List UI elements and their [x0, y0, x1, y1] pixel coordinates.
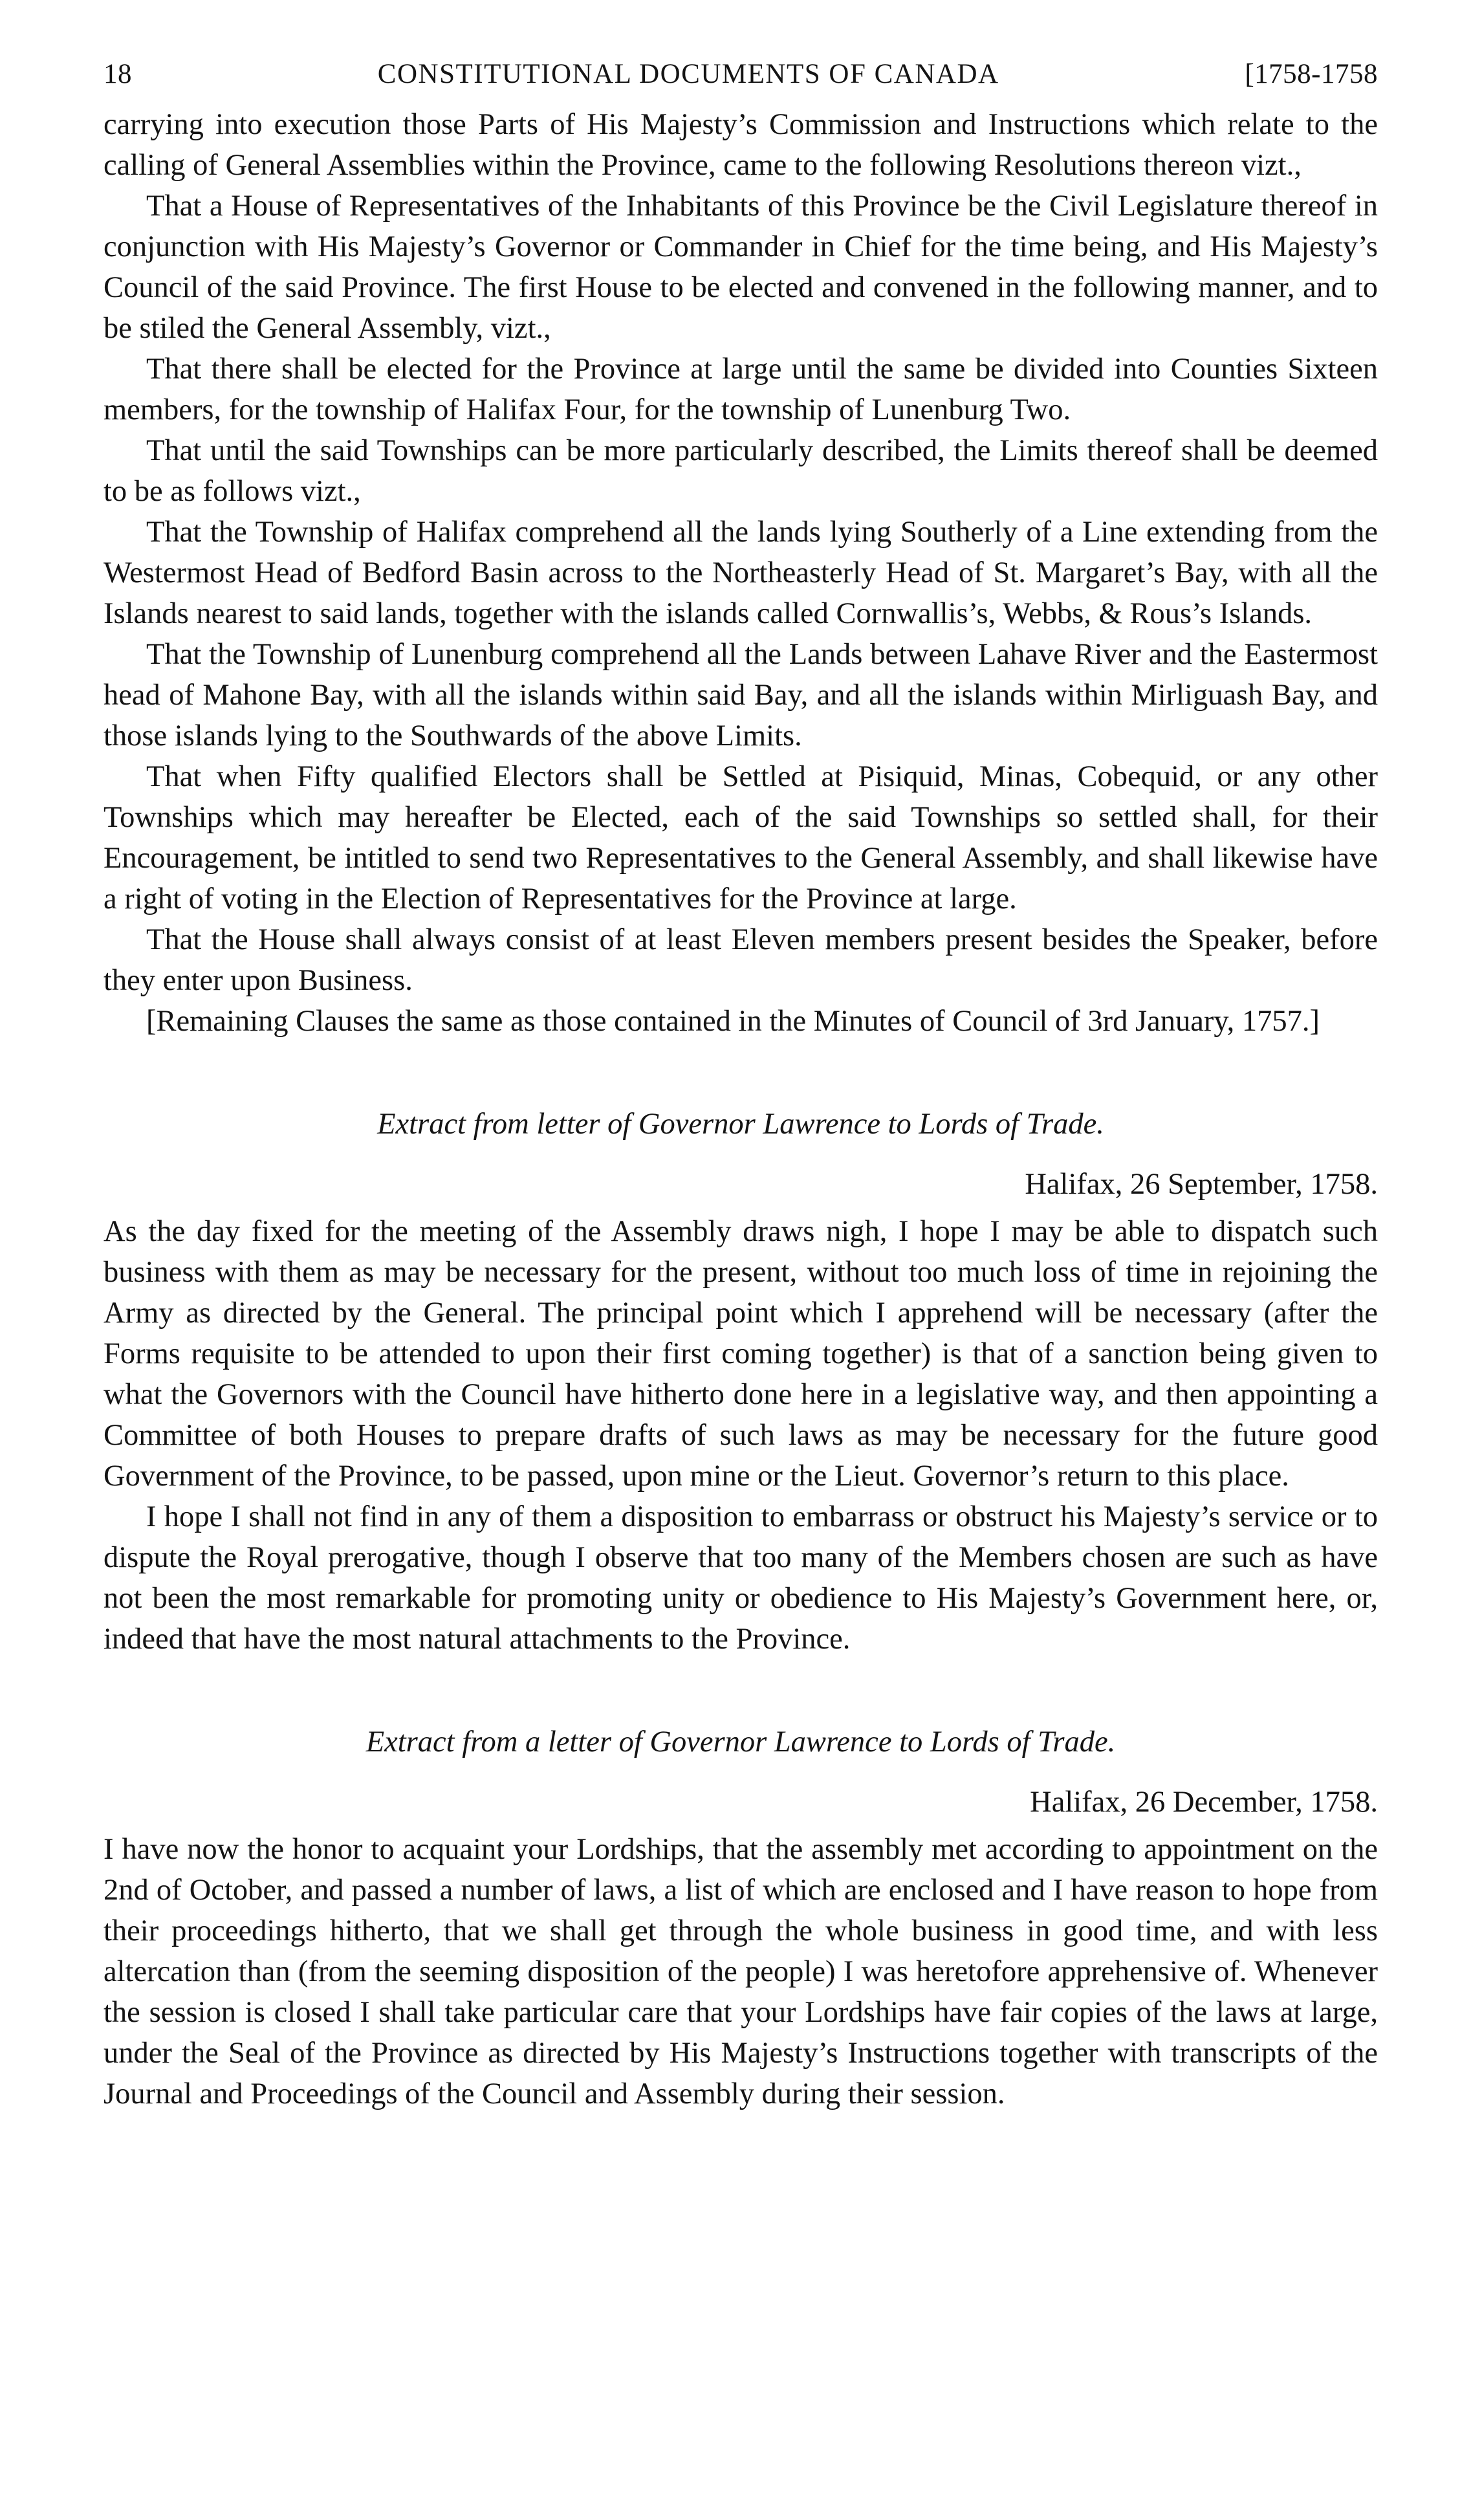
letter-section-september	[104, 1104, 1378, 1660]
resolution-paragraph: That there shall be elected for the Province at large until the same be divided into Counties Sixteen members, for the township of Halifax Four, for the township of Lunenburg Two.	[104, 353, 1378, 426]
resolutions-section	[104, 104, 1378, 1042]
resolution-paragraph: That when Fifty qualified Electors shall be Settled at Pisiquid, Minas, Cobequid, or any other Townships which may hereafter be Elected, each of the said Townships so settled shall, for their Encouragement, be intitled to send two Representatives to the General Assembly, and shall likewise have a right of voting in the Election of Representatives for the Province at large.	[104, 760, 1378, 915]
letter-dateline: Halifax, 26 September, 1758.	[1025, 1168, 1378, 1201]
running-header	[104, 58, 1378, 90]
letter-dateline: Halifax, 26 December, 1758.	[1030, 1786, 1378, 1819]
resolution-paragraph: That a House of Representatives of the Inhabitants of this Province be the Civil Legislature thereof in conjunction with His Majesty’s Governor or Commander in Chief for the time being, and His Majesty’s Council of the said Province. The first House to be elected and convened in the following manner, and to be stiled the General Assembly, vizt.,	[104, 190, 1378, 345]
resolution-note: [Remaining Clauses the same as those contained in the Minutes of Council of 3rd January, 1757.]	[146, 1005, 1320, 1038]
letter-heading: Extract from a letter of Governor Lawrence to Lords of Trade.	[365, 1726, 1116, 1759]
document-page	[104, 58, 1378, 2114]
letter-paragraph: I have now the honor to acquaint your Lordships, that the assembly met according to appointment on the 2nd of October, and passed a number of laws, a list of which are enclosed and I have reason to hope from their proceedings hitherto, that we shall get through the whole business in good time, and with less altercation than (from the seeming disposition of the people) I was heretofore apprehensive of. Whenever the session is closed I shall take particular care that your Lordships have fair copies of the laws at large, under the Seal of the Province as directed by His Majesty’s Instructions together with transcripts of the Journal and Proceedings of the Council and Assembly during their session.	[104, 1833, 1378, 2110]
letter-section-december	[104, 1722, 1378, 2114]
resolution-paragraph: That the Township of Halifax comprehend all the lands lying Southerly of a Line extending from the Westermost Head of Bedford Basin across to the Northeasterly Head of St. Margaret’s Bay, with all the Islands nearest to said lands, together with the islands called Cornwallis’s, Webbs, & Rous’s Islands.	[104, 516, 1378, 630]
resolution-paragraph: That the House shall always consist of at least Eleven members present besides the Speaker, before they enter upon Business.	[104, 923, 1378, 997]
resolution-paragraph: That until the said Townships can be more particularly described, the Limits thereof shall be deemed to be as follows vizt.,	[104, 434, 1378, 508]
resolution-paragraph: carrying into execution those Parts of His Majesty’s Commission and Instructions which relate to the calling of General Assemblies within the Province, came to the following Resolutions thereon vizt.,	[104, 108, 1378, 182]
letter-heading: Extract from letter of Governor Lawrence to Lords of Trade.	[377, 1108, 1104, 1141]
running-title: CONSTITUTIONAL DOCUMENTS OF CANADA	[377, 59, 999, 89]
section-spacer	[104, 1042, 1378, 1104]
page-number: 18	[104, 59, 132, 89]
section-spacer	[104, 1660, 1378, 1722]
resolution-paragraph: That the Township of Lunenburg comprehend all the Lands between Lahave River and the Eastermost head of Mahone Bay, with all the islands within said Bay, and all the islands within Mirliguash Bay, and those islands lying to the Southwards of the above Limits.	[104, 638, 1378, 752]
letter-paragraph: As the day fixed for the meeting of the Assembly draws nigh, I hope I may be able to dispatch such business with them as may be necessary for the present, without too much loss of time in rejoining the Army as directed by the General. The principal point which I apprehend will be necessary (after the Forms requisite to be attended to upon their first coming together) is that of a sanction being given to what the Governors with the Council have hitherto done here in a legislative way, and then appointing a Committee of both Houses to prepare drafts of such laws as may be necessary for the future good Government of the Province, to be passed, upon mine or the Lieut. Governor’s return to this place.	[104, 1215, 1378, 1493]
date-range: [1758-1758	[1245, 59, 1378, 89]
letter-paragraph: I hope I shall not find in any of them a disposition to embarrass or obstruct his Majesty’s service or to dispute the Royal prerogative, though I observe that too many of the Members chosen are such as have not been the most remarkable for promoting unity or obedience to His Majesty’s Government here, or, indeed that have the most natural attachments to the Province.	[104, 1500, 1378, 1656]
